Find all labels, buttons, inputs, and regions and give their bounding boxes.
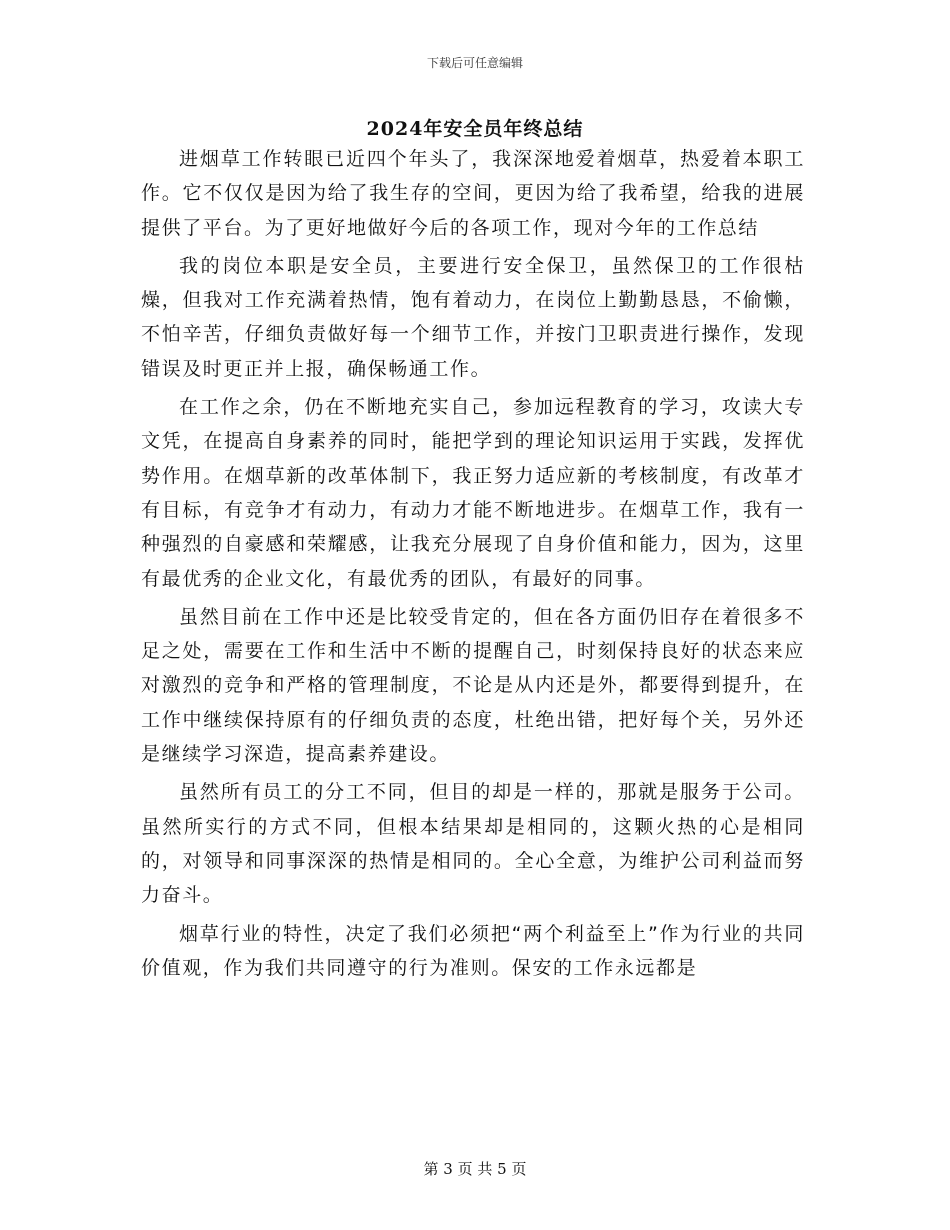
document-body	[141, 142, 805, 985]
paragraph-4: 虽然目前在工作中还是比较受肯定的，但在各方面仍旧存在着很多不足之处，需要在工作和生活中不断的提醒自己，时刻保持良好的状态来应对激烈的竞争和严格的管理制度，不论是从内还是外，都要得到提升，在工作中继续保持原有的仔细负责的态度，杜绝出错，把好每个关，另外还是继续学习深造，提高素养建设。	[141, 605, 805, 766]
document-title: 2024年安全员年终总结	[366, 118, 584, 140]
paragraph-3: 在工作之余，仍在不断地充实自己，参加远程教育的学习，攻读大专文凭，在提高自身素养的同时，能把学到的理论知识运用于实践，发挥优势作用。在烟草新的改革体制下，我正努力适应新的考核制度，有改革才有目标，有竞争才有动力，有动力才能不断地进步。在烟草工作，我有一种强烈的自豪感和荣耀感，让我充分展现了自身价值和能力，因为，这里有最优秀的企业文化，有最优秀的团队，有最好的同事。	[141, 396, 805, 590]
paragraph-2: 我的岗位本职是安全员，主要进行安全保卫，虽然保卫的工作很枯燥，但我对工作充满着热情，饱有着动力，在岗位上勤勤恳恳，不偷懒，不怕辛苦，仔细负责做好每一个细节工作，并按门卫职责进行操作，发现错误及时更正并上报，确保畅通工作。	[141, 254, 805, 380]
paragraph-5: 虽然所有员工的分工不同，但目的却是一样的，那就是服务于公司。虽然所实行的方式不同，但根本结果却是相同的，这颗火热的心是相同的，对领导和同事深深的热情是相同的。全心全意，为维护公司利益而努力奋斗。	[141, 781, 805, 907]
page-footer: 第 3 页 共 5 页	[423, 1160, 527, 1178]
paragraph-6: 烟草行业的特性，决定了我们必须把“两个利益至上”作为行业的共同价值观，作为我们共同遵守的行为准则。保安的工作永远都是	[141, 922, 805, 979]
header-note: 下载后可任意编辑	[426, 56, 523, 70]
paragraph-1: 进烟草工作转眼已近四个年头了，我深深地爱着烟草，热爱着本职工作。它不仅仅是因为给了我生存的空间，更因为给了我希望，给我的进展提供了平台。为了更好地做好今后的各项工作，现对今年的工作总结	[141, 148, 805, 239]
